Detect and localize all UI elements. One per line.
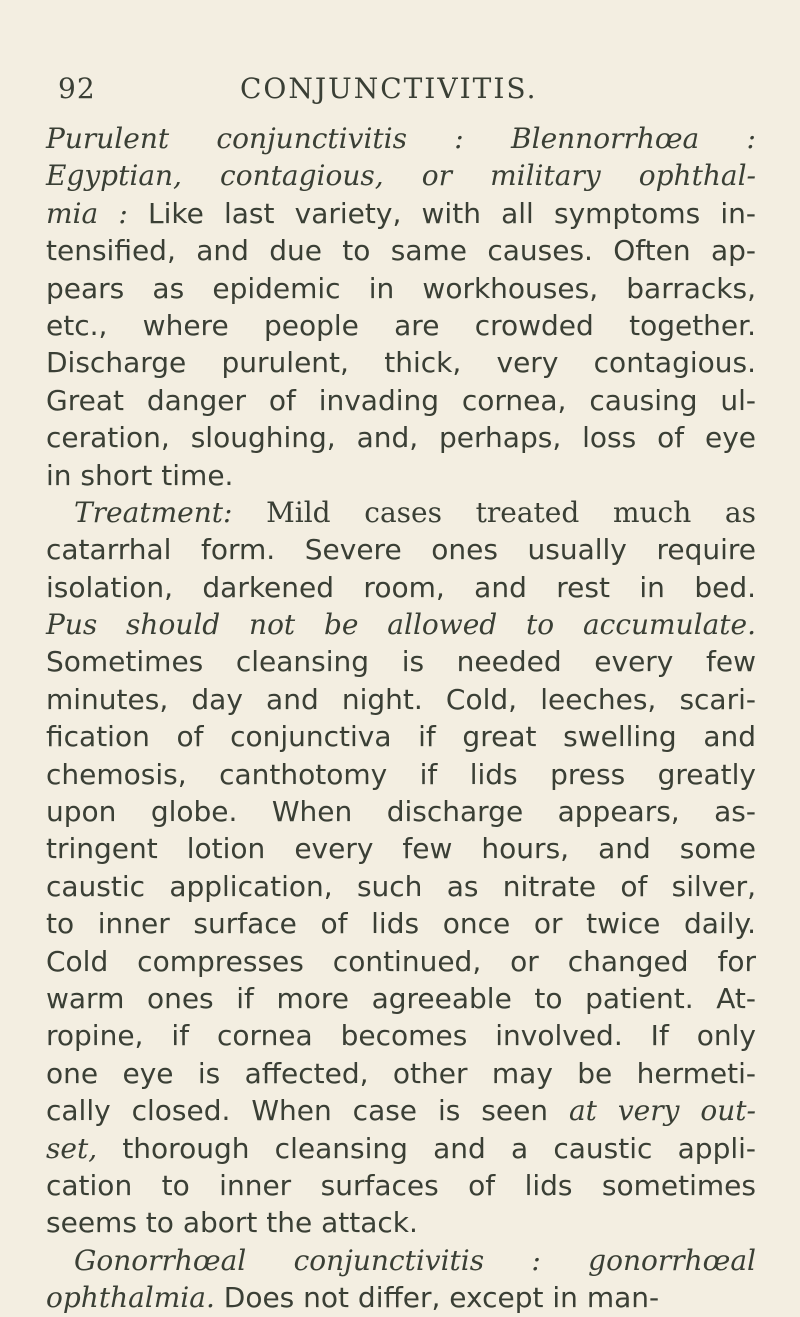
- text-segment: cation to inner surfaces of lids sometimes: [46, 1168, 756, 1202]
- text-segment: ropine, if cornea becomes involved. If only: [46, 1019, 756, 1053]
- text-line: [46, 1055, 756, 1092]
- text-line: [46, 718, 756, 755]
- text-line: [46, 419, 756, 456]
- text-line: [46, 1167, 756, 1204]
- text-line: [46, 681, 756, 718]
- text-line: [46, 793, 756, 830]
- text-line: [46, 382, 756, 419]
- text-segment: Does not differ, except in man-: [214, 1281, 660, 1315]
- text-line: [46, 232, 756, 269]
- text-line: [46, 1017, 756, 1054]
- text-segment: etc., where people are crowded together.: [46, 308, 756, 342]
- text-line: [46, 120, 756, 157]
- text-line: [46, 868, 756, 905]
- text-line: [46, 980, 756, 1017]
- text-segment: thorough cleansing and a caustic appli-: [97, 1131, 756, 1165]
- text-segment: upon globe. When discharge appears, as-: [46, 795, 756, 829]
- text-segment: Sometimes cleansing is needed every few: [46, 645, 756, 679]
- text-line: [46, 569, 756, 606]
- text-segment: to inner surface of lids once or twice daily.: [46, 907, 756, 941]
- text-line: [46, 344, 756, 381]
- text-line: [46, 756, 756, 793]
- page-number: 92: [58, 72, 96, 105]
- text-line: [46, 643, 756, 680]
- text-segment: seems to abort the attack.: [46, 1206, 418, 1240]
- running-title: CONJUNCTIVITIS.: [240, 72, 538, 105]
- text-segment: in short time.: [46, 458, 234, 492]
- text-segment: minutes, day and night. Cold, leeches, scari-: [46, 682, 756, 716]
- text-line: [46, 905, 756, 942]
- text-segment: Gonorrhœal conjunctivitis : gonorrhœal: [74, 1243, 756, 1277]
- text-segment: cally closed. When case is seen: [46, 1094, 569, 1128]
- text-line: [46, 1130, 756, 1167]
- text-segment: Discharge purulent, thick, very contagious.: [46, 346, 756, 380]
- text-segment: set,: [46, 1131, 98, 1165]
- text-segment: ceration, sloughing, and, perhaps, loss of eye: [46, 421, 756, 455]
- text-segment: at very out-: [568, 1094, 756, 1128]
- text-segment: fication of conjunctiva if great swelling and: [46, 720, 756, 754]
- text-line: [46, 270, 756, 307]
- text-segment: ophthalmia.: [46, 1281, 215, 1315]
- text-line: [46, 1204, 756, 1241]
- text-line: [46, 830, 756, 867]
- text-line: [46, 307, 756, 344]
- text-segment: Egyptian, contagious, or military ophthal-: [46, 159, 756, 193]
- text-segment: Mild cases treated much as: [232, 495, 756, 529]
- text-line: [46, 157, 756, 194]
- text-segment: catarrhal form. Severe ones usually require: [46, 533, 756, 567]
- text-segment: Treatment:: [74, 495, 233, 529]
- page-body: [46, 120, 756, 1317]
- text-line: [46, 1092, 756, 1129]
- text-line: [46, 1242, 756, 1279]
- text-segment: mia :: [46, 196, 128, 230]
- text-segment: Pus should not be allowed to accumulate.: [46, 608, 756, 642]
- text-segment: Cold compresses continued, or changed for: [46, 944, 756, 978]
- text-segment: chemosis, canthotomy if lids press greatly: [46, 757, 756, 791]
- text-segment: warm ones if more agreeable to patient. At-: [46, 981, 756, 1015]
- text-segment: tensified, and due to same causes. Often ap-: [46, 234, 756, 268]
- text-line: [46, 457, 756, 494]
- text-line: [46, 943, 756, 980]
- text-segment: caustic application, such as nitrate of silver,: [46, 869, 756, 903]
- text-segment: Like last variety, with all symptoms in-: [127, 196, 756, 230]
- text-segment: one eye is affected, other may be hermeti-: [46, 1056, 756, 1090]
- text-segment: pears as epidemic in workhouses, barracks,: [46, 271, 756, 305]
- text-line: [46, 531, 756, 568]
- text-line: [46, 606, 756, 643]
- text-segment: Great danger of invading cornea, causing ul-: [46, 383, 756, 417]
- text-segment: Purulent conjunctivitis : Blennorrhœa :: [46, 122, 756, 155]
- text-line: [46, 195, 756, 232]
- text-segment: tringent lotion every few hours, and some: [46, 832, 756, 866]
- text-line: [46, 1279, 756, 1316]
- text-line: [46, 494, 756, 531]
- text-segment: isolation, darkened room, and rest in bed.: [46, 570, 756, 604]
